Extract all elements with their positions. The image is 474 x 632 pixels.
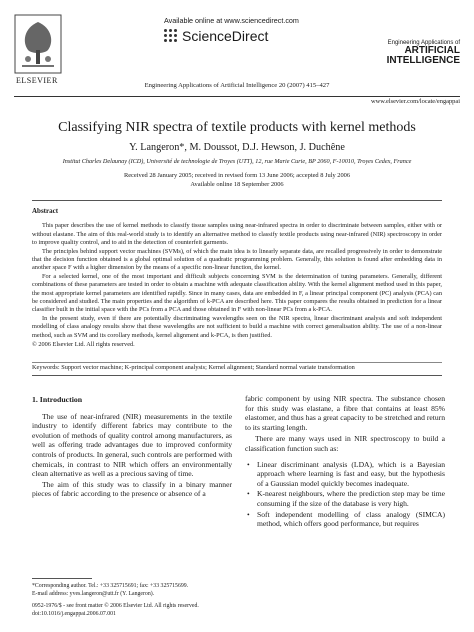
author-email[interactable]: E-mail address: yves.langeron@utt.fr (Y. Langeron). (32, 591, 155, 597)
abstract-paragraph: This paper describes the use of kernel methods to classify tissue samples using near-infrared spectra in order to discriminate between samples, either with or without elastane. The aim of this real-world study is to identify an alternative method to classify textile products using near-infrared (NIR) spectroscopy in order to improve quality control, and to aid in the detection of counterfeit garments. (32, 222, 442, 247)
sciencedirect-brand: ScienceDirect (182, 28, 269, 44)
body-paragraph: The use of near-infrared (NIR) measurements in the textile industry to identify different fabrics may contribute to the evolution of methods of quality control among manufacturers, as well as offering trade advantages due to improved conformity controls of products. In general, such controls are performed with chemicals, in contrast to NIR which offers an environmentally clean alternative as well as a precious saving of time. (32, 411, 232, 479)
publication-info (32, 602, 232, 618)
author-list: Y. Langeron*, M. Doussot, D.J. Hewson, J. Duchêne (129, 142, 345, 153)
footnote (32, 582, 232, 598)
header-divider (14, 96, 460, 97)
journal-logo (387, 40, 460, 66)
list-item: • Linear discriminant analysis (LDA), which is a Bayesian approach where learning is fast and easy, but the hypothesis of a Gaussian model quickly becomes inadequate. (245, 460, 445, 489)
affiliation: Institut Charles Delaunay (ICD), Université de technologie de Troyes (UTT), 12, rue Marie Curie, BP 2060, F-10010, Troyes Cedex, France (62, 158, 412, 165)
available-date: Available online 18 September 2006 (190, 181, 284, 188)
abstract-paragraph: In the present study, even if there are potentially discriminating wavelengths seen on the NIR spectra, linear discriminant analysis and soft independent modelling of class analogy results show that these wavelengths are not sufficient to build a machine with correct generalisation ability. The use of a non-linear method, such as SVM and its corollary methods, kernel alignment and k-PCA, is then justified. (32, 314, 442, 339)
journal-logo-line2: INTELLIGENCE (386, 55, 460, 66)
keywords: Keywords: Support vector machine; K-principal component analysis; Kernel alignment; Standard normal variate transformation (32, 364, 355, 371)
right-column (245, 394, 445, 530)
journal-logo-small: Engineering Applications of (387, 40, 460, 46)
left-column (32, 395, 232, 500)
abstract-paragraph: The principles behind support vector machines (SVMs), of which the main idea is to linearly separate data, are recalled progressively in order to demonstrate that the decision function obtained is a global optimal solution of a quadratic programming problem. Generally, this solution is found after embedding data in another space F with a higher dimension by the means of a specific non-linear function, the kernel. (32, 247, 442, 272)
abstract-paragraph: For a selected kernel, one of the most important and difficult subjects concerning SVM is the determination of tuning parameters. Generally, different combinations of these parameters are tested in order to obtain a machine with adequate classification ability. With the kernel alignment method used in this paper, the most appropriate kernel parameters are identified rapidly. Since in many cases, data are embedded in F, a linear principal component (PC) analysis (PCA) can be considered and studied. The main properties and the algorithm of k-PCA are described here. This paper compares the results obtained in prediction for a linear classifier built in the initial space with the PCs from a PCA and those obtained in F with non-linear PCs from a k-PCA. (32, 272, 442, 314)
section-heading: 1. Introduction (32, 395, 83, 404)
sciencedirect-logo (164, 28, 268, 44)
journal-logo-line1: ARTIFICIAL (404, 45, 460, 56)
body-paragraph: There are many ways used in NIR spectroscopy to build a classification function such as: (245, 434, 445, 453)
abstract-section (32, 207, 442, 350)
copyright-notice: © 2006 Elsevier Ltd. All rights reserved. (32, 341, 135, 349)
paper-title: Classifying NIR spectra of textile products with kernel methods (58, 120, 416, 135)
elsevier-tree-logo (14, 14, 62, 74)
corresponding-author: *Corresponding author. Tel.: +33 325715691; fax: +33 325715699. (32, 583, 189, 589)
received-dates: Received 28 January 2005; received in revised form 13 June 2006; accepted 8 July 2006 (123, 172, 351, 179)
abstract-heading: Abstract (32, 207, 59, 215)
sciencedirect-dots-icon (164, 29, 178, 43)
doi-link[interactable]: doi:10.1016/j.engappai.2006.07.001 (32, 611, 116, 617)
list-item: • Soft independent modelling of class analogy (SIMCA) method, which offers good performance, but requires (245, 510, 445, 529)
abstract-top-rule (32, 200, 442, 201)
journal-citation: Engineering Applications of Artificial Intelligence 20 (2007) 415–427 (144, 82, 330, 89)
keywords-bottom-rule (32, 375, 442, 376)
list-item: • K-nearest neighbours, where the prediction step may be time consuming if the size of the database is very high. (245, 489, 445, 508)
journal-url[interactable]: www.elsevier.com/locate/engappai (370, 98, 460, 105)
body-paragraph: The aim of this study was to classify in a binary manner pieces of fabric according to the presence or absence of a (32, 479, 232, 499)
available-online-text[interactable]: Available online at www.sciencedirect.com (164, 16, 299, 25)
body-paragraph: fabric component by using NIR spectra. The substance chosen for this study was elastane, a fibre that contains at least 85% elastomer, and thus has a great capacity to be stretched and return to its starting length. (245, 394, 445, 432)
publisher-name: ELSEVIER (16, 76, 58, 85)
method-list (245, 460, 445, 529)
keywords-top-rule (32, 362, 442, 363)
publication-dates (0, 171, 474, 189)
issn-line: 0952-1976/$ - see front matter © 2006 Elsevier Ltd. All rights reserved. (32, 603, 199, 609)
footnote-rule (32, 578, 92, 579)
